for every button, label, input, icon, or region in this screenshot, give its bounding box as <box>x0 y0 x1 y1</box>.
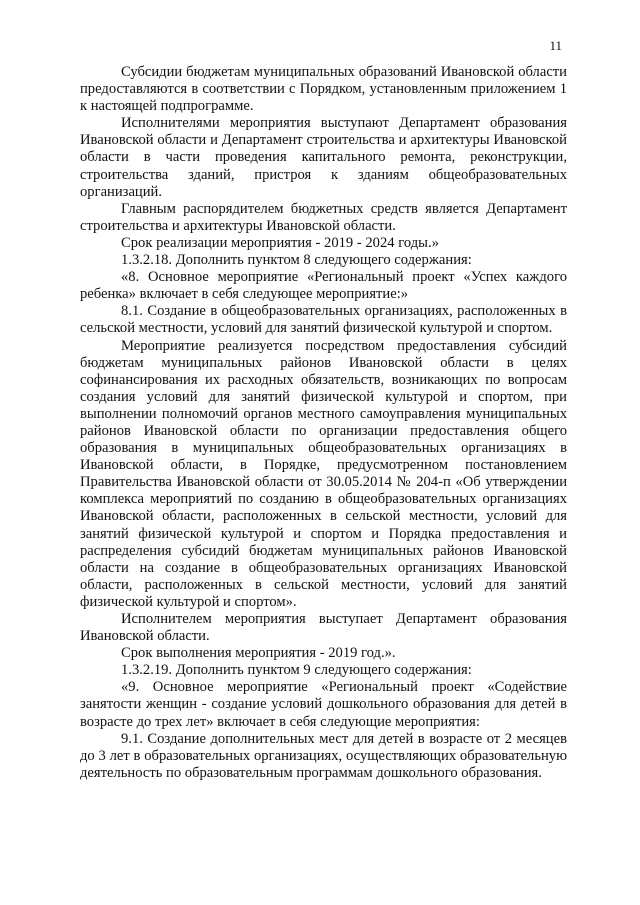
page-number: 11 <box>549 38 562 53</box>
paragraph-executor-education-dept: Исполнителем мероприятия выступает Департамент образования Ивановской области. <box>80 611 567 645</box>
paragraph-executors: Исполнителями мероприятия выступают Департамент образования Ивановской области и Департамент строительства и архитектуры Ивановской области в части проведения капитального ремонта, реконструкции, строительства зданий, пристроя к зданиям общеобразовательных организаций. <box>80 115 567 200</box>
paragraph-subsidies: Субсидии бюджетам муниципальных образований Ивановской области предоставляются в соответствии с Порядком, установленным приложением 1 к настоящей подпрограмме. <box>80 64 567 115</box>
paragraph-item-1-3-2-18: 1.3.2.18. Дополнить пунктом 8 следующего содержания: <box>121 252 472 269</box>
paragraph-activity-description: Мероприятие реализуется посредством предоставления субсидий бюджетам муниципальных районов Ивановской области в целях софинансирования их расходных обязательств, возникающих по вопросам создания условий для занятий физической культурой и спортом, при выполнении полномочий органов местного самоуправления муниципальных районов Ивановской области по организации предоставления общего образования в муниципальных общеобразовательных организациях в Ивановской области, в Порядке, предусмотренном постановлением Правительства Ивановской области от 30.05.2014 № 204-п «Об утверждении комплекса мероприятий по созданию в общеобразовательных организациях Ивановской области, расположенных в сельской местности, условий для занятий физической культурой и спортом и Порядка предоставления и распределения субсидий бюджетам муниципальных районов Ивановской области на создание в общеобразовательных организациях Ивановской области, расположенных в сельской местности, условий для занятий физической культурой и спортом». <box>80 337 567 610</box>
paragraph-main-activity-8: «8. Основное мероприятие «Региональный проект «Успех каждого ребенка» включает в себя следующее мероприятие:» <box>80 269 567 303</box>
paragraph-activity-8-1: 8.1. Создание в общеобразовательных организациях, расположенных в сельской местности, условий для занятий физической культурой и спортом. <box>80 303 567 337</box>
paragraph-chief-manager: Главным распорядителем бюджетных средств является Департамент строительства и архитектуры Ивановской области. <box>80 200 567 234</box>
document-body <box>80 64 567 782</box>
paragraph-completion-period: Срок выполнения мероприятия - 2019 год.». <box>121 645 396 662</box>
paragraph-main-activity-9: «9. Основное мероприятие «Региональный проект «Содействие занятости женщин - создание условий дошкольного образования для детей в возрасте до трех лет» включает в себя следующие мероприятия: <box>80 679 567 730</box>
paragraph-activity-9-1: 9.1. Создание дополнительных мест для детей в возрасте от 2 месяцев до 3 лет в образовательных организациях, осуществляющих образовательную деятельность по образовательным программам дошкольного образования. <box>80 730 567 781</box>
paragraph-item-1-3-2-19: 1.3.2.19. Дополнить пунктом 9 следующего содержания: <box>121 662 472 679</box>
paragraph-implementation-period: Срок реализации мероприятия - 2019 - 2024 годы.» <box>121 234 439 251</box>
